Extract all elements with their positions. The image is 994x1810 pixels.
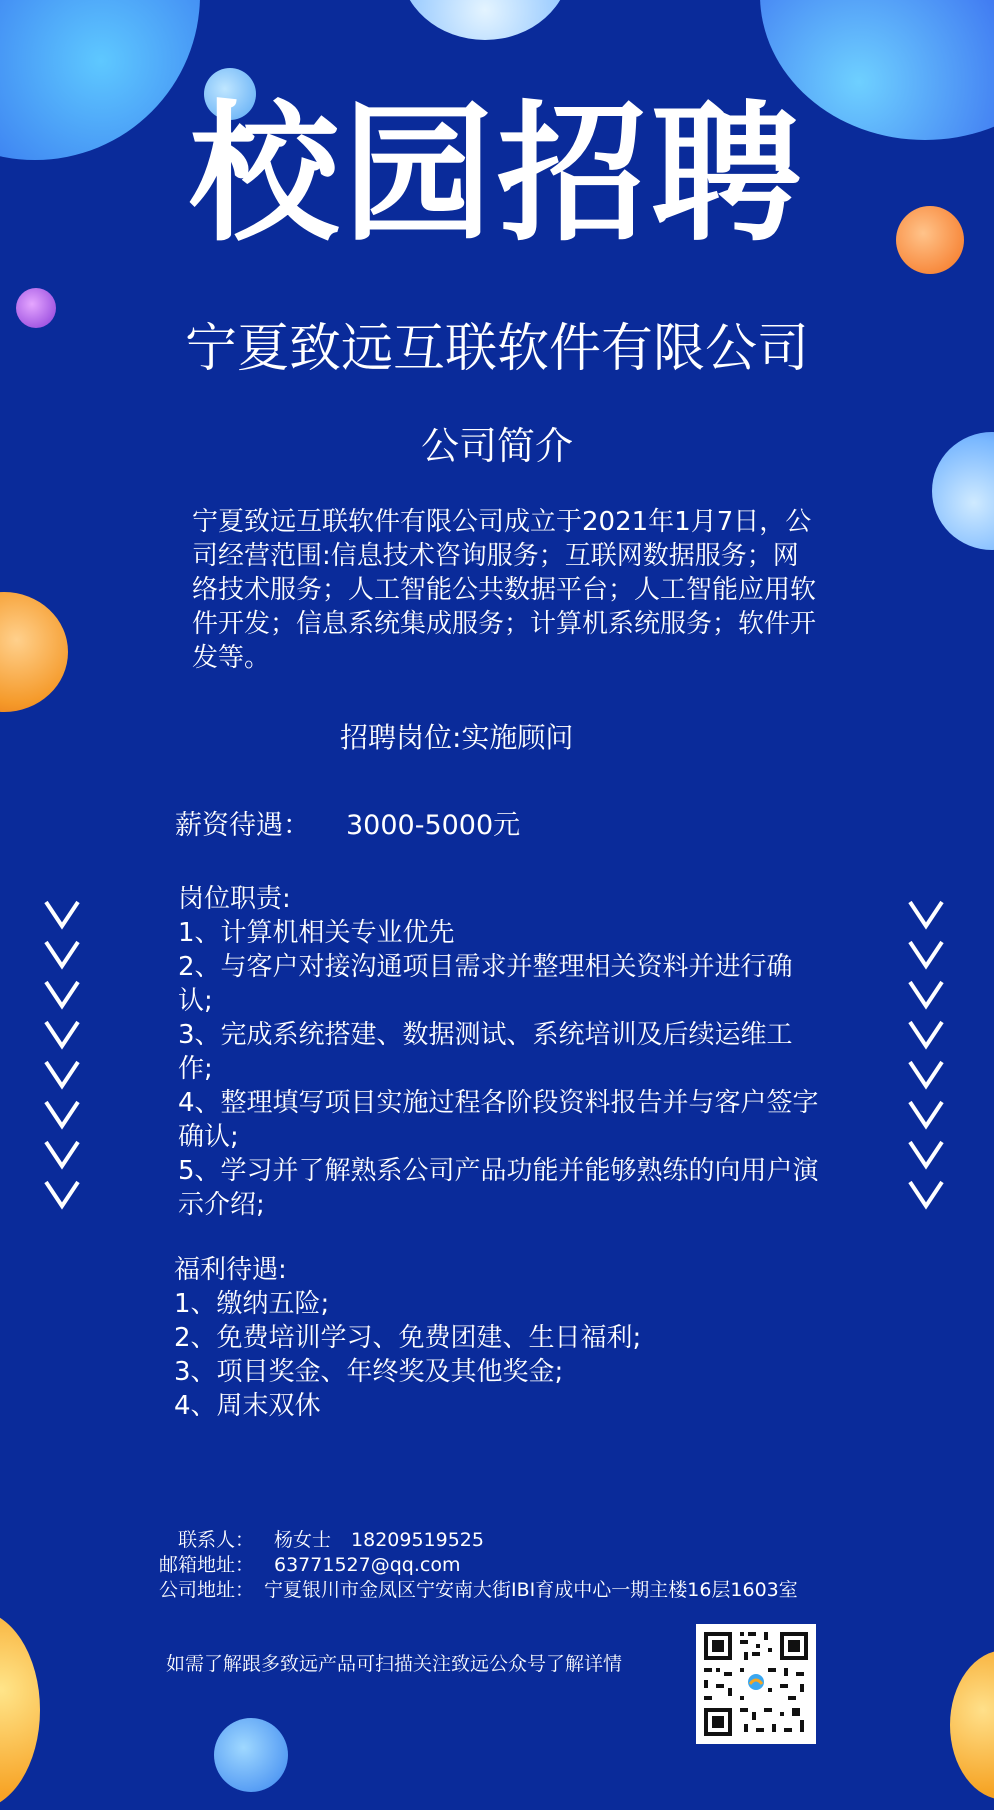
chevron-down-icon xyxy=(906,1178,946,1212)
contact-email-label: 邮箱地址： xyxy=(158,1554,254,1576)
duty-line: 认; xyxy=(178,986,213,1016)
intro-heading: 公司简介 xyxy=(420,424,573,468)
contact-address: 宁夏银川市金凤区宁安南大街IBI育成中心一期主楼16层1603室 xyxy=(264,1579,798,1601)
chevron-down-icon xyxy=(42,1138,82,1172)
decorative-bubble-bottom-center xyxy=(214,1718,288,1792)
duty-line: 2、与客户对接沟通项目需求并整理相关资料并进行确 xyxy=(178,952,793,982)
chevron-down-icon xyxy=(42,1098,82,1132)
decorative-bubble-orange-left xyxy=(0,592,68,712)
duties-section xyxy=(178,882,819,1222)
company-intro-text: 宁夏致远互联软件有限公司成立于2021年1月7日，公司经营范围:信息技术咨询服务；互联网数据服务；网络技术服务；人工智能公共数据平台；人工智能应用软件开发；信息系统集成服务；计算机系统服务；软件开发等。 xyxy=(192,507,817,673)
salary-label: 薪资待遇： xyxy=(175,810,310,841)
chevron-column-right xyxy=(906,898,946,1218)
decorative-bubble-bottom-right xyxy=(950,1650,994,1800)
benefits-heading: 福利待遇: xyxy=(174,1255,287,1285)
chevron-down-icon xyxy=(906,938,946,972)
salary-value: 3000-5000元 xyxy=(346,810,521,841)
contact-person-name: 杨女士 xyxy=(274,1529,332,1551)
contact-person-label: 联系人： xyxy=(177,1529,254,1551)
chevron-down-icon xyxy=(42,898,82,932)
contact-section xyxy=(146,1528,798,1603)
duty-line: 4、整理填写项目实施过程各阶段资料报告并与客户签字 xyxy=(178,1088,819,1118)
benefit-line: 1、缴纳五险; xyxy=(174,1289,330,1319)
benefit-line: 3、项目奖金、年终奖及其他奖金; xyxy=(174,1357,564,1387)
benefit-line: 2、免费培训学习、免费团建、生日福利; xyxy=(174,1323,642,1353)
duty-line: 5、学习并了解熟系公司产品功能并能够熟练的向用户演 xyxy=(178,1156,819,1186)
chevron-down-icon xyxy=(42,1058,82,1092)
chevron-down-icon xyxy=(906,978,946,1012)
duty-line: 3、完成系统搭建、数据测试、系统培训及后续运维工 xyxy=(178,1020,793,1050)
chevron-down-icon xyxy=(906,1098,946,1132)
benefits-section xyxy=(174,1253,641,1423)
scan-note: 如需了解跟多致远产品可扫描关注致远公众号了解详情 xyxy=(166,1653,623,1675)
qr-code-icon xyxy=(696,1624,816,1744)
chevron-down-icon xyxy=(42,1018,82,1052)
chevron-down-icon xyxy=(906,1058,946,1092)
contact-phone: 18209519525 xyxy=(351,1529,484,1551)
duties-heading: 岗位职责: xyxy=(178,884,291,914)
company-name: 宁夏致远互联软件有限公司 xyxy=(184,319,809,379)
contact-address-row xyxy=(146,1578,798,1603)
duty-line: 确认; xyxy=(178,1122,239,1152)
contact-address-label: 公司地址： xyxy=(158,1579,254,1601)
chevron-down-icon xyxy=(906,1018,946,1052)
duty-line: 1、计算机相关专业优先 xyxy=(178,918,455,948)
decorative-bubble-top-center xyxy=(400,0,570,40)
decorative-bubble-bottom-left xyxy=(0,1610,40,1810)
contact-email: 63771527@qq.com xyxy=(274,1554,461,1576)
duty-line: 示介绍; xyxy=(178,1190,265,1220)
duty-line: 作; xyxy=(178,1054,213,1084)
chevron-down-icon xyxy=(42,978,82,1012)
chevron-down-icon xyxy=(42,1178,82,1212)
recruit-position: 招聘岗位:实施顾问 xyxy=(340,721,574,754)
salary-row xyxy=(175,808,520,844)
contact-email-row xyxy=(146,1553,798,1578)
chevron-down-icon xyxy=(42,938,82,972)
chevron-down-icon xyxy=(906,898,946,932)
contact-person-row xyxy=(146,1528,798,1553)
poster-title: 校园招聘 xyxy=(188,88,805,262)
chevron-column-left xyxy=(42,898,82,1218)
benefit-line: 4、周末双休 xyxy=(174,1391,321,1421)
chevron-down-icon xyxy=(906,1138,946,1172)
